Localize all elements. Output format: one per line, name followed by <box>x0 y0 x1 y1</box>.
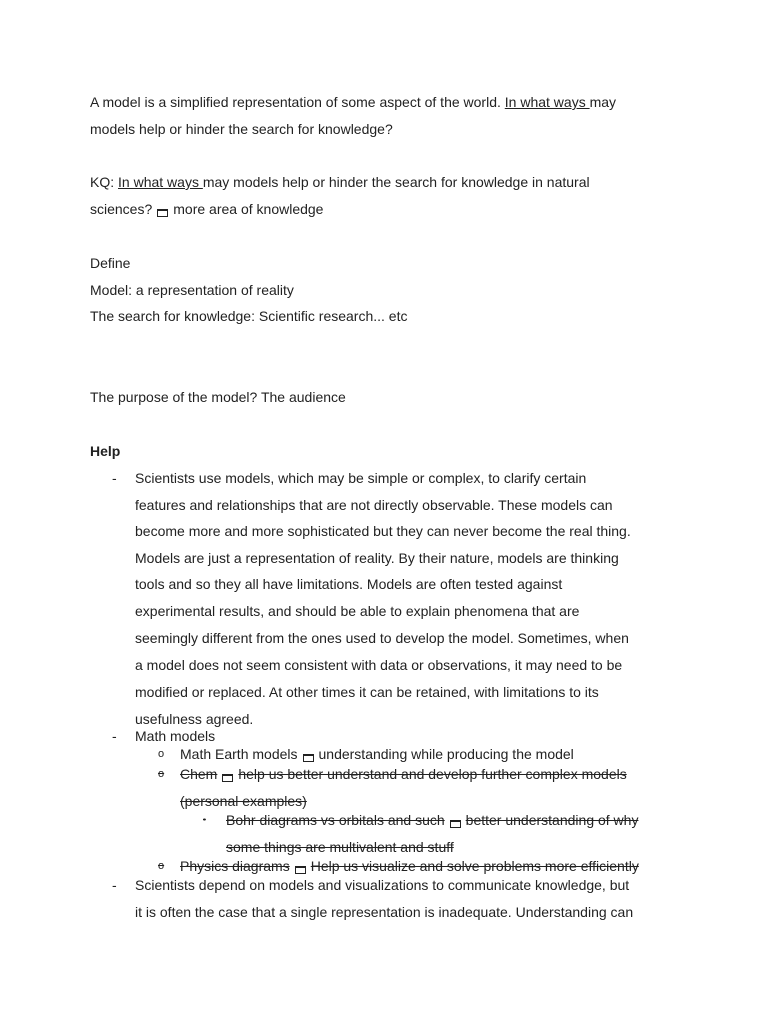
bullet-circle: o <box>158 860 165 872</box>
help-heading: Help <box>90 443 121 459</box>
help-p1-line: a model does not seem consistent with data or observations, it may need to be <box>135 657 623 673</box>
arrow-icon <box>157 209 168 217</box>
math-models: Math models <box>135 728 216 744</box>
physics-note: Help us visualize and solve problems more efficiently <box>310 858 639 874</box>
help-p1-line: modified or replaced. At other times it can be retained, with limitations to its <box>135 684 599 700</box>
bullet-circle: o <box>158 748 165 760</box>
intro-line-1 <box>90 93 616 111</box>
help-p2-line: it is often the case that a single representation is inadequate. Understanding can <box>135 904 634 920</box>
arrow-icon <box>222 774 233 782</box>
chem-line-1 <box>180 765 627 783</box>
kq-underlined-phrase: In what ways <box>118 174 203 190</box>
math-earth-note: understanding while producing the model <box>318 746 574 762</box>
kq-line-1 <box>90 173 590 191</box>
math-earth-label: Math Earth models <box>180 746 298 762</box>
kq-text: may models help or hinder the search for knowledge in natural <box>202 174 590 190</box>
help-p1-line: usefulness agreed. <box>135 711 254 727</box>
chem-note: help us better understand and develop further complex models <box>238 766 627 782</box>
kq-prefix: KQ: <box>90 174 119 190</box>
chem-label: Chem <box>180 766 218 782</box>
physics-line <box>180 857 639 875</box>
kq-note: more area of knowledge <box>173 201 324 217</box>
bullet-dash: - <box>112 728 117 744</box>
bohr-line-2: some things are multivalent and stuff <box>226 839 454 855</box>
define-search: The search for knowledge: Scientific research... etc <box>90 308 408 324</box>
bullet-dash: - <box>112 470 117 486</box>
help-p1-line: Scientists use models, which may be simple or complex, to clarify certain <box>135 470 587 486</box>
help-p2-line: Scientists depend on models and visualizations to communicate knowledge, but <box>135 877 630 893</box>
intro-line-2: models help or hinder the search for knowledge? <box>90 121 393 137</box>
purpose-line: The purpose of the model? The audience <box>90 389 346 405</box>
help-p1-line: become more and more sophisticated but they can never become the real thing. <box>135 523 631 539</box>
bohr-note: better understanding of why <box>465 812 639 828</box>
arrow-icon <box>295 866 306 874</box>
help-p1-line: seemingly different from the ones used to develop the model. Sometimes, when <box>135 630 629 646</box>
bullet-circle: o <box>158 768 165 780</box>
intro-text-end: may <box>589 94 617 110</box>
help-p1-line: tools and so they all have limitations. Models are often tested against <box>135 576 563 592</box>
math-earth-models <box>180 745 574 763</box>
intro-text: A model is a simplified representation of some aspect of the world. <box>90 94 505 110</box>
define-model: Model: a representation of reality <box>90 282 294 298</box>
help-p1-line: experimental results, and should be able to explain phenomena that are <box>135 603 580 619</box>
kq-line-2 <box>90 200 323 218</box>
arrow-icon <box>450 820 461 828</box>
define-heading: Define <box>90 255 131 271</box>
arrow-icon <box>303 754 314 762</box>
physics-label: Physics diagrams <box>180 858 290 874</box>
help-p1-line: Models are just a representation of reality. By their nature, models are thinking <box>135 550 619 566</box>
bullet-square: ▪ <box>203 815 206 824</box>
bohr-line-1 <box>226 811 638 829</box>
kq-sciences: sciences? <box>90 201 153 217</box>
bullet-dash: - <box>112 877 117 893</box>
bohr-label: Bohr diagrams vs orbitals and such <box>226 812 445 828</box>
intro-underlined-phrase: In what ways <box>504 94 590 110</box>
help-p1-line: features and relationships that are not directly observable. These models can <box>135 497 613 513</box>
chem-line-2: (personal examples) <box>180 793 307 809</box>
